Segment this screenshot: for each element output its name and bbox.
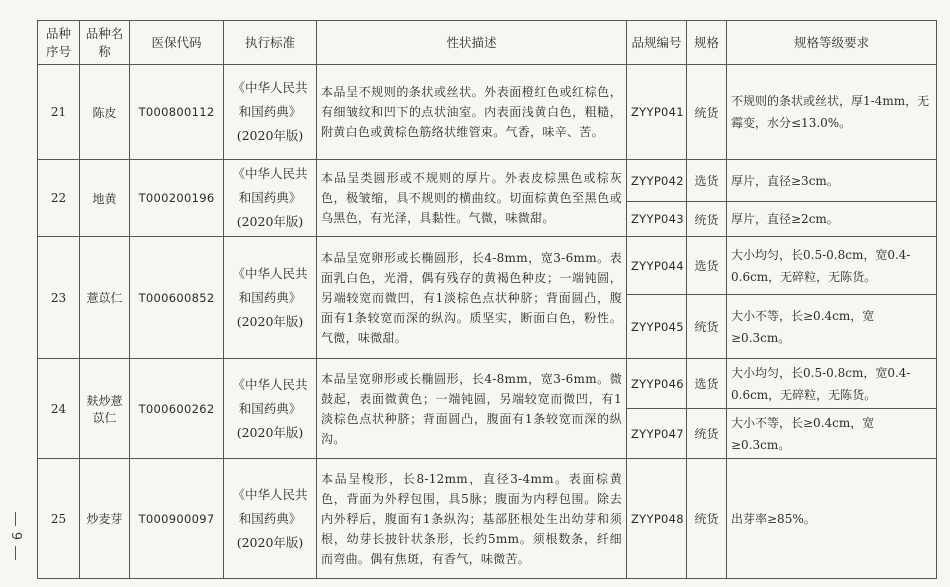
cell-grade-req: 大小不等，长≥0.4cm，宽≥0.3cm。 [727, 295, 937, 359]
cell-standard: 《中华人民共和国药典》(2020年版) [224, 237, 317, 359]
cell-seq: 24 [38, 359, 80, 459]
cell-grade-req: 不规则的条状或丝状，厚1-4mm，无霉变，水分≤13.0%。 [727, 65, 937, 160]
cell-name: 炒麦芽 [80, 459, 130, 579]
cell-seq: 22 [38, 160, 80, 237]
cell-spec-no: ZYYP047 [627, 409, 687, 459]
cell-spec-no: ZYYP041 [627, 65, 687, 160]
header-code: 医保代码 [130, 21, 224, 65]
cell-grade-req: 大小均匀，长0.5-0.8cm，宽0.4-0.6cm，无碎粒，无陈货。 [727, 359, 937, 409]
cell-standard: 《中华人民共和国药典》(2020年版) [224, 459, 317, 579]
cell-desc: 本品呈宽卵形或长椭圆形，长4-8mm，宽3-6mm。表面乳白色，光滑，偶有残存的黄褐色种皮；一端钝圆，另端较宽而微凹，有1淡棕色点状种脐；背面圆凸，腹面有1条较宽而深的纵沟。质坚实，断面白色，粉性。气微，味微甜。 [317, 237, 627, 359]
cell-desc: 本品呈不规则的条状或丝状。外表面橙红色或红棕色，有细皱纹和凹下的点状油室。内表面浅黄白色，粗糙，附黄白色或黄棕色筋络状维管束。气香，味辛、苦。 [317, 65, 627, 160]
cell-spec: 统货 [687, 295, 727, 359]
cell-seq: 25 [38, 459, 80, 579]
cell-standard: 《中华人民共和国药典》(2020年版) [224, 65, 317, 160]
cell-spec-no: ZYYP046 [627, 359, 687, 409]
header-name: 品种名称 [80, 21, 130, 65]
cell-seq: 23 [38, 237, 80, 359]
cell-spec-no: ZYYP043 [627, 202, 687, 237]
header-spec: 规格 [687, 21, 727, 65]
cell-spec-no: ZYYP048 [627, 459, 687, 579]
cell-name: 地黄 [80, 160, 130, 237]
cell-spec: 选货 [687, 237, 727, 295]
cell-spec: 统货 [687, 409, 727, 459]
cell-spec: 统货 [687, 202, 727, 237]
header-grade: 规格等级要求 [727, 21, 937, 65]
cell-code: T000800112 [130, 65, 224, 160]
cell-spec-no: ZYYP042 [627, 160, 687, 202]
cell-spec-no: ZYYP044 [627, 237, 687, 295]
page-number: 9 [2, 512, 28, 560]
cell-code: T000600262 [130, 359, 224, 459]
cell-spec: 选货 [687, 359, 727, 409]
cell-grade-req: 厚片，直径≥3cm。 [727, 160, 937, 202]
cell-name: 麸炒薏苡仁 [80, 359, 130, 459]
cell-code: T000900097 [130, 459, 224, 579]
header-standard: 执行标准 [224, 21, 317, 65]
table-row [38, 160, 937, 202]
cell-desc: 本品呈类圆形或不规则的厚片。外表皮棕黑色或棕灰色，极皱缩，具不规则的横曲纹。切面棕黄色至黑色或乌黑色，有光泽，具黏性。气微，味微甜。 [317, 160, 627, 237]
table-header-row [38, 21, 937, 65]
cell-name: 陈皮 [80, 65, 130, 160]
header-seq: 品种序号 [38, 21, 80, 65]
cell-standard: 《中华人民共和国药典》(2020年版) [224, 359, 317, 459]
cell-grade-req: 厚片，直径≥2cm。 [727, 202, 937, 237]
cell-desc: 本品呈宽卵形或长椭圆形，长4-8mm，宽3-6mm。微鼓起，表面微黄色；一端钝圆，另端较宽而微凹，有1淡棕色点状种脐；背面圆凸，腹面有1条较宽而深的纵沟。 [317, 359, 627, 459]
cell-code: T000600852 [130, 237, 224, 359]
cell-grade-req: 出芽率≥85%。 [727, 459, 937, 579]
cell-code: T000200196 [130, 160, 224, 237]
cell-desc: 本品呈梭形，长8-12mm，直径3-4mm。表面棕黄色，背面为外稃包围，具5脉；腹面为内稃包围。除去内外稃后，腹面有1条纵沟；基部胚根处生出幼芽和须根，幼芽长披针状条形，长约5mm。须根数条，纤细而弯曲。偶有焦斑，有香气，味微苦。 [317, 459, 627, 579]
cell-spec: 选货 [687, 160, 727, 202]
cell-name: 薏苡仁 [80, 237, 130, 359]
cell-standard: 《中华人民共和国药典》(2020年版) [224, 160, 317, 237]
header-desc: 性状描述 [317, 21, 627, 65]
cell-spec: 统货 [687, 65, 727, 160]
table-row [38, 237, 937, 295]
cell-grade-req: 大小不等，长≥0.4cm，宽≥0.3cm。 [727, 409, 937, 459]
table-row [38, 459, 937, 579]
cell-grade-req: 大小均匀，长0.5-0.8cm，宽0.4-0.6cm，无碎粒，无陈货。 [727, 237, 937, 295]
header-spec-no: 品规编号 [627, 21, 687, 65]
cell-spec: 统货 [687, 459, 727, 579]
cell-seq: 21 [38, 65, 80, 160]
cell-spec-no: ZYYP045 [627, 295, 687, 359]
table-row [38, 359, 937, 409]
herb-spec-table [37, 20, 937, 579]
table-row [38, 65, 937, 160]
